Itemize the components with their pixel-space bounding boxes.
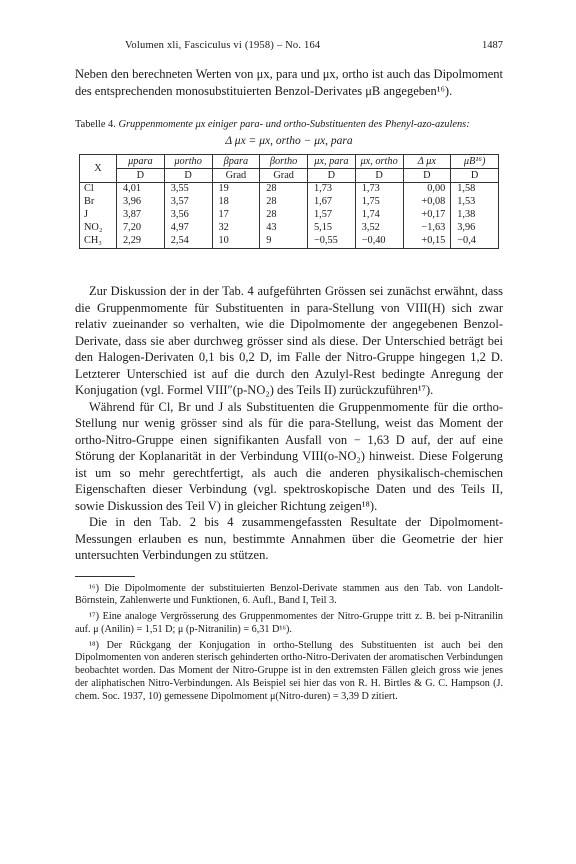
table-cell: 19 xyxy=(212,183,260,197)
table-cell: 1,58 xyxy=(451,183,499,197)
unit-cell: D xyxy=(451,169,499,183)
journal-volume-line: Volumen xli, Fasciculus vi (1958) – No. 164 xyxy=(125,40,321,51)
table-cell: +0,15 xyxy=(403,235,451,249)
table-cell: 1,74 xyxy=(355,209,403,222)
table-header-row xyxy=(80,155,499,169)
table-cell: 3,52 xyxy=(355,222,403,235)
footnote-divider xyxy=(75,576,135,577)
table-cell: 3,55 xyxy=(164,183,212,197)
running-head xyxy=(75,40,503,56)
substituent-cell: Cl xyxy=(80,183,117,197)
table-cell: 43 xyxy=(260,222,308,235)
table-cell: 18 xyxy=(212,196,260,209)
table-unit-row xyxy=(80,169,499,183)
table-caption-label: Tabelle 4. xyxy=(75,119,116,130)
table-cell: 3,87 xyxy=(117,209,165,222)
unit-cell: D xyxy=(164,169,212,183)
table-row xyxy=(80,222,499,235)
table-cell: 9 xyxy=(260,235,308,249)
footnote-16: ¹⁶) Die Dipolmomente der substituierten Benzol-Derivate stammen aus den Tab. von Landolt-Börnstein, Zahlenwerte und Funktionen, 6. Aufl., Band I, Teil 3. xyxy=(75,582,503,607)
substituent-cell: CH₃ xyxy=(80,235,117,249)
table-caption xyxy=(75,118,503,131)
group-moments-table xyxy=(79,154,499,249)
table-header-cell: Δ μx xyxy=(403,155,451,169)
table-cell: 3,57 xyxy=(164,196,212,209)
table-header-cell: μx, para xyxy=(308,155,356,169)
unit-cell: D xyxy=(308,169,356,183)
footnote-18: ¹⁸) Der Rückgang der Konjugation in ortho-Stellung des Substituenten ist auch bei den Dipolmomenten von anderen sterisch gehinderten ortho-Nitro-Derivaten der aromatischen Verbindungen beobachtet worden. Das Moment der Nitro-Gruppe ist in den extremsten Fällen gleich gross wie jenes der aliphatischen Nitro-Verbindungen. Als Beispiel sei hier das von R. H. Birtles & G. C. Hampson (J. chem. Soc. 1937, 10) gemessene Dipolmoment μ(Nitro-duren) = 3,39 D zitiert. xyxy=(75,639,503,702)
table-row xyxy=(80,183,499,197)
substituent-cell: Br xyxy=(80,196,117,209)
table-cell: 3,96 xyxy=(117,196,165,209)
page-number: 1487 xyxy=(482,40,503,51)
table-cell: 28 xyxy=(260,196,308,209)
table-cell: −0,55 xyxy=(308,235,356,249)
body-paragraph: Zur Diskussion der in der Tab. 4 aufgeführten Grössen sei zunächst erwähnt, dass die Gruppenmomente für Substituenten in para-Stellung von VIII(H) sich zwar relativ zueinander so verhalten, wie die Dipolmomente der angegebenen Benzol-Derivate, dass sie aber durchweg grösser sind als diese. Der Unterschied beträgt bei den Halogen-Derivaten 0,1 bis 0,2 D, im Falle der Nitro-Gruppe hingegen 1,2 D. Letzterer Unterschied ist auf die durch den Azulyl-Rest bedingte Anregung der Konjugation (vgl. Formel VIII″(p-NO₂) des Teils II) zurückzuführen¹⁷). xyxy=(75,284,503,397)
table-cell: 1,75 xyxy=(355,196,403,209)
table-cell: 28 xyxy=(260,209,308,222)
table-row xyxy=(80,209,499,222)
table-header-cell: μortho xyxy=(164,155,212,169)
table-cell: −1,63 xyxy=(403,222,451,235)
table-cell: 7,20 xyxy=(117,222,165,235)
table-header-cell: X xyxy=(80,155,117,183)
table-cell: 28 xyxy=(260,183,308,197)
delta-formula: Δ μx = μx, ortho − μx, para xyxy=(225,135,353,147)
table-cell: 1,38 xyxy=(451,209,499,222)
table-cell: 10 xyxy=(212,235,260,249)
table-row xyxy=(80,235,499,249)
body-text xyxy=(75,283,503,564)
table-cell: 3,56 xyxy=(164,209,212,222)
footnote-17: ¹⁷) Eine analoge Vergrösserung des Gruppenmomentes der Nitro-Gruppe tritt z. B. bei p-Nitranilin auf. μ (Anilin) = 1,51 D; μ (p-Nitranilin) = 6,31 D¹⁶). xyxy=(75,611,503,635)
table-cell: 5,15 xyxy=(308,222,356,235)
body-paragraph: Während für Cl, Br und J als Substituenten die Gruppenmomente für die ortho-Stellung nur wenig grösser sind als für die para-Stellung, weist das Moment der ortho-Nitro-Gruppe einen signifikanten Ausfall von − 1,63 D auf, der auf eine Störung der Koplanarität in der Verbindung VIII(o-NO₂) hinweist. Diese Folgerung ist um so mehr gerechtfertigt, als auch die anderen physikalisch-chemischen Eigenschaften dieser Verbindung (vgl. spektroskopische Daten und des Teils II, sowie Diskussion des Teil V) in gleicher Richtung zeigen¹⁸). xyxy=(75,399,503,513)
table-cell: 1,57 xyxy=(308,209,356,222)
table-cell: +0,17 xyxy=(403,209,451,222)
table-header-cell: μx, ortho xyxy=(355,155,403,169)
table-cell: 4,97 xyxy=(164,222,212,235)
table-header-cell: βpara xyxy=(212,155,260,169)
table-cell: 2,54 xyxy=(164,235,212,249)
table-cell: −0,40 xyxy=(355,235,403,249)
table-cell: 4,01 xyxy=(117,183,165,197)
unit-cell: D xyxy=(117,169,165,183)
table-cell: 1,67 xyxy=(308,196,356,209)
table-cell: 0,00 xyxy=(403,183,451,197)
table-header-cell: μpara xyxy=(117,155,165,169)
intro-paragraph: Neben den berechneten Werten von μx, para und μx, ortho ist auch das Dipolmoment des entsprechenden monosubstituierten Benzol-Derivates μB angegeben¹⁶). xyxy=(75,67,503,98)
table-cell: 1,53 xyxy=(451,196,499,209)
table-header-cell: μB¹⁶) xyxy=(451,155,499,169)
table-cell: −0,4 xyxy=(451,235,499,249)
table-row xyxy=(80,196,499,209)
substituent-cell: J xyxy=(80,209,117,222)
unit-cell: Grad xyxy=(260,169,308,183)
table-cell: 3,96 xyxy=(451,222,499,235)
table-cell: 1,73 xyxy=(355,183,403,197)
table-cell: 2,29 xyxy=(117,235,165,249)
table-caption-text: Gruppenmomente μx einiger para- und ortho-Substituenten des Phenyl-azo-azulens: xyxy=(118,119,470,130)
unit-cell: Grad xyxy=(212,169,260,183)
table-cell: +0,08 xyxy=(403,196,451,209)
table-header-cell: βortho xyxy=(260,155,308,169)
body-paragraph: Die in den Tab. 2 bis 4 zusammengefassten Resultate der Dipolmoment-Messungen erlauben es nun, bestimmte Annahmen über die Geometrie der hier untersuchten Verbindungen zu stützen. xyxy=(75,515,503,562)
table-cell: 32 xyxy=(212,222,260,235)
table-cell: 17 xyxy=(212,209,260,222)
substituent-cell: NO₂ xyxy=(80,222,117,235)
journal-page xyxy=(75,40,503,707)
footnotes xyxy=(75,583,503,704)
table-cell: 1,73 xyxy=(308,183,356,197)
unit-cell: D xyxy=(355,169,403,183)
unit-cell: D xyxy=(403,169,451,183)
